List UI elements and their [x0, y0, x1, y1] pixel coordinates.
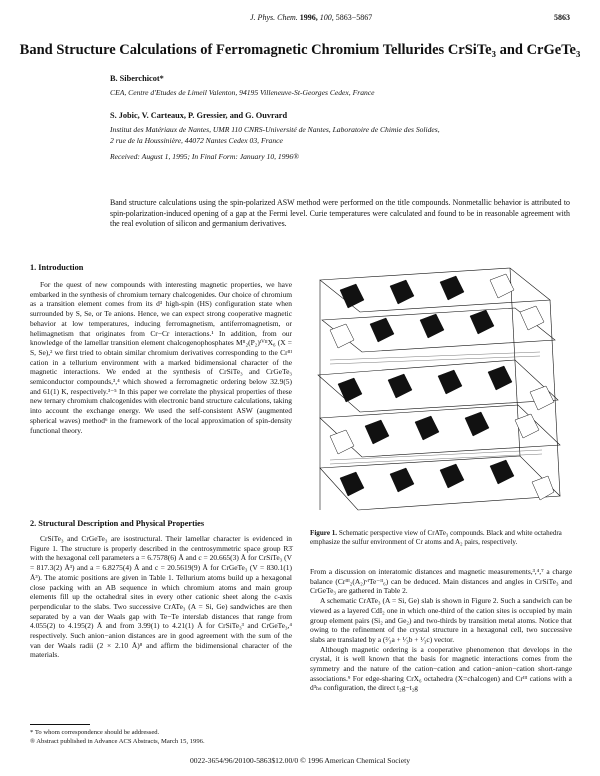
right-paragraph-3: Although magnetic ordering is a cooperative phenomenon that develops in the crystal, it is well known that the basis for magnetic interactions comes from the symmetry and the nature of the cation−cation and cation−anion−cation short-range associations.⁹ For edge-sharing CrX₆ octahedra (X=chalcogen) and Crᴵᴵᴵ cations with a d³ₕₛ configuration, the direct t₂g−t₂g	[310, 644, 572, 693]
section-2-heading: 2. Structural Description and Physical Properties	[30, 519, 205, 528]
received-date: Received: August 1, 1995; In Final Form: January 10, 1996®	[110, 152, 299, 161]
author-line-2: S. Jobic, V. Carteaux, P. Gressier, and G. Ouvrard	[110, 111, 288, 120]
paper-title: Band Structure Calculations of Ferromagnetic Chromium Tellurides CrSiTe₃ and CrGeTe₃	[19, 42, 581, 58]
footnote-rule	[30, 724, 90, 725]
journal-volume: 100,	[319, 13, 334, 22]
footnote-correspondence: * To whom correspondence should be addressed.	[30, 729, 160, 736]
affiliation-1: CEA, Centre d'Etudes de Limeil Valenton, 94195 Villeneuve-St-Georges Cedex, France	[110, 88, 375, 97]
figure-1-label: Figure 1.	[310, 529, 338, 537]
section-1-heading: 1. Introduction	[30, 263, 84, 272]
page-number: 5863	[554, 13, 570, 22]
author-line-1: B. Siberchicot*	[110, 74, 164, 83]
right-paragraph-2: A schematic CrATe₃ (A = Si, Ge) slab is shown in Figure 2. Such a sandwich can be viewed as a layered CdI₂ one in which one-third of the cation sites is occupied by main group element pairs (Si₂ and Ge₂) and two-thirds by transition metal atoms. Notice that owing to the refinement of the crystal structure in a hexagonal cell, two successive slabs are translated by a (²⁄₃a + ¹⁄₃b + ¹⁄₃c) vector.	[310, 596, 572, 644]
journal-pages: 5863−5867	[335, 13, 373, 22]
right-paragraph-1: From a discussion on interatomic distances and magnetic measurements,³,⁴,⁷ a charge balance (Crᴵᴵᴵ₂(A₂)ᵛᴵTe⁻ᴵᴵ₆) can be deduced. Main distances and angles in CrSiTe₃ and CrGeTe₃ are gathered in Table 2.	[310, 567, 572, 596]
section-1-body	[30, 280, 292, 435]
copyright-line: 0022-3654/96/20100-5863$12.00/0 © 1996 American Chemical Society	[189, 756, 411, 765]
affiliation-2-line-2: 2 rue de la Houssinière, 44072 Nantes Cedex 03, France	[110, 135, 283, 145]
running-header	[250, 13, 372, 22]
journal-year: 1996,	[299, 13, 318, 22]
figure-1-caption-text: Schematic perspective view of CrATe₃ compounds. Black and white octahedra emphasize the sulfur environment of Cr atoms and A₂ pairs, respectively.	[310, 529, 562, 546]
footnote-abstract-published: ® Abstract published in Advance ACS Abstracts, March 15, 1996.	[30, 738, 205, 745]
abstract: Band structure calculations using the spin-polarized ASW method were performed on the title compounds. Nonmetallic behavior is attributed to spin-polarization-induced opening of a gap at the Fermi level. Curie temperatures were calculated and found to be in reasonable agreement with the real evolution of silicon and germanium derivatives.	[110, 198, 570, 229]
section-2-body	[30, 534, 292, 660]
figure-1-crystal-structure	[310, 260, 566, 518]
figure-1-caption	[310, 529, 572, 547]
section-1-paragraph: For the quest of new compounds with interesting magnetic properties, we have embarked in the synthesis of chromium ternary chalcogenides. Our choice of chromium as a transition element comes from its d³ high-spin (HS) configuration state when surrounded by S, Se, or Te anions. Hence, we can expect strong cooperative magnetic behavior at low temperatures, inducing ferromagnetism, antiferromagnetism, or helimagnetism that originates from Cr−Cr interactions.¹ In addition, from our knowledge of the lamellar transition element chalcogenophosphates Mᴵᴵ₂(P₂)ᴵⱽᴵᴵX₆ (X = S, Se),² we first tried to obtain similar chromium derivatives corresponding to the Crᴵᴵᴵ cation in a tellurium environment with a marked bidimensional character of the magnetic interactions. We ended at the synthesis of CrSiTe₃ and CrGeTe₃ semiconductor compounds,³,⁴ which showed a ferromagnetic ordering below 32.9(5) and 61(1) K, respectively.³⁻⁵ In this paper we correlate the physical properties of these new ternary chromium chalcogenides with electronic band structure calculations, taking into account the exchange energy. We used the self-consistent ASW (augmented spherical waves) method⁶ in the framework of the local approximation of spin-density functional theory.	[30, 280, 292, 435]
journal-name: J. Phys. Chem.	[250, 13, 298, 22]
affiliation-2-line-1: Institut des Matériaux de Nantes, UMR 110 CNRS-Université de Nantes, Laboratoire de Chimie des Solides,	[110, 125, 440, 134]
right-column-body	[310, 567, 572, 693]
section-2-paragraph: CrSiTe₃ and CrGeTe₃ are isostructural. Their lamellar character is evidenced in Figure 1. The structure is properly described in the centrosymmetric space group R3̄ with the hexagonal cell parameters a = 6.7578(6) Å and c = 20.665(3) Å for CrSiTe₃ (V = 817.3(2) Å³) and a = 6.8275(4) Å and c = 20.5619(9) Å for CrGeTe₃ (V = 830.1(1) Å³). The atomic positions are given in Table 1. Tellurium atoms build up a hexagonal close packing with an AB sequence in which chromium atoms and main group elements fill up the octahedral sites in every other cationic sheet along the c-axis perpendicular to the slabs. Two successive CrATe₃ (A = Si, Ge) sandwiches are then separated by a van der Waals gap with Te−Te interslab distances that range from 4.055(2) to 4.195(2) Å and from 3.99(1) to 4.21(1) Å for CrSiTe₃³ and CrGeTe₃,⁴ respectively. Such anion−anion distances are in good agreement with the sum of the van der Waals radii (2 × 2.10 Å)⁸ and affirm the bidimensional character of the materials.	[30, 534, 292, 660]
